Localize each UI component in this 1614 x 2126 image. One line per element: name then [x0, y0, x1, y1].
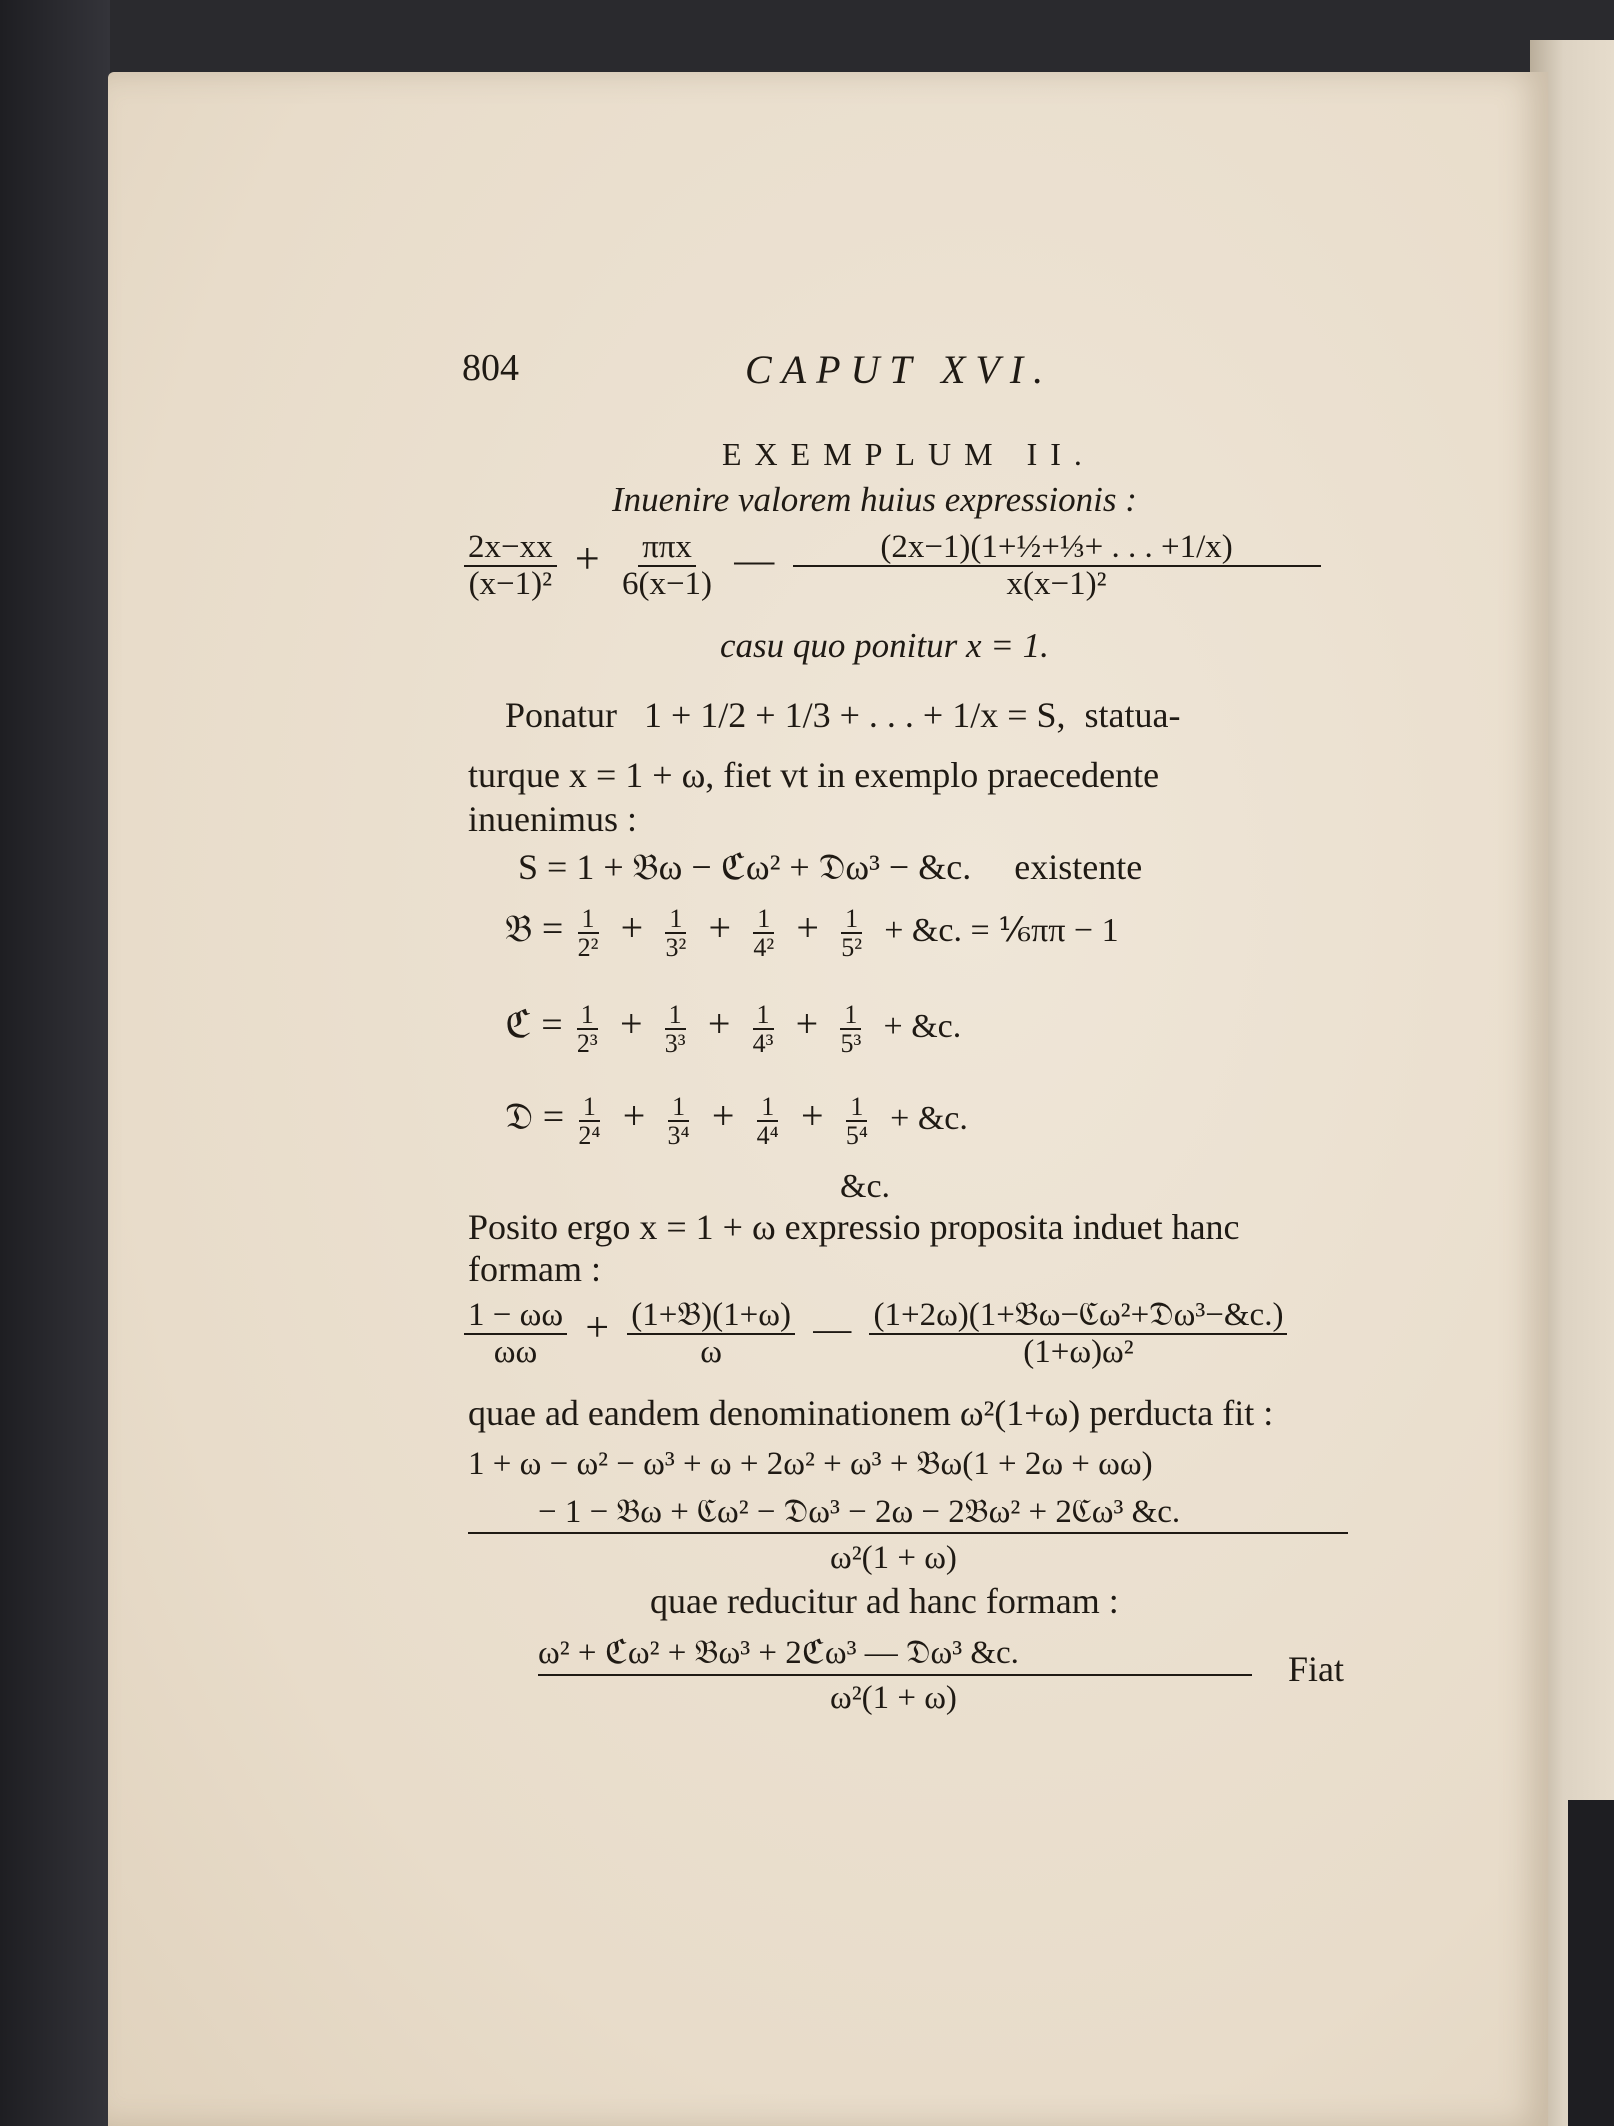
lhs: 𝔇 = — [505, 1096, 565, 1138]
operator: + — [585, 1305, 609, 1352]
denominator: (x−1)² — [468, 565, 553, 602]
section-heading: EXEMPLUM II. — [722, 436, 1095, 472]
numerator: (1+𝔅)(1+ω) — [627, 1298, 795, 1335]
denominator: 2⁴ — [578, 1121, 601, 1151]
text: existente — [1014, 847, 1143, 887]
numerator: 1 — [665, 905, 686, 934]
denominator: 2³ — [576, 1029, 598, 1059]
fraction — [793, 530, 1321, 601]
numerator: 1 — [757, 1093, 778, 1122]
fraction — [661, 905, 690, 962]
numerator: 1 — [840, 1001, 861, 1030]
denominator: 5² — [841, 933, 862, 963]
paragraph-1-line-3: inuenimus : — [468, 799, 637, 839]
formula: S = 1 + 𝔅ω − ℭω² + 𝔇ω³ − &c. — [518, 847, 972, 887]
fraction — [869, 1298, 1287, 1369]
lhs: ℭ = — [505, 1004, 563, 1046]
fraction — [464, 1298, 567, 1369]
numerator: 1 — [846, 1093, 867, 1122]
fraction — [837, 905, 866, 962]
paragraph-2-line-1: Posito ergo x = 1 + ω expressio proposita induet hanc — [468, 1207, 1240, 1247]
denominator: 5³ — [840, 1029, 862, 1059]
text: Ponatur — [505, 695, 617, 735]
paragraph-1-line-2: turque x = 1 + ω, fiet vt in exemplo praecedente — [468, 755, 1160, 795]
paragraph-4: quae reducitur ad hanc formam : — [650, 1581, 1119, 1621]
series-D — [505, 1092, 968, 1150]
expression-3-numerator-line-2: − 1 − 𝔅ω + ℭω² − 𝔇ω³ − 2ω − 2𝔅ω² + 2ℭω³ &c. — [538, 1494, 1181, 1530]
tail: + &c. — [890, 1100, 968, 1137]
catchword: Fiat — [1288, 1649, 1345, 1689]
denominator: 3² — [665, 933, 687, 963]
numerator: (1+2ω)(1+𝔅ω−ℭω²+𝔇ω³−&c.) — [869, 1298, 1287, 1335]
fraction — [574, 1093, 604, 1150]
numerator: 2x−xx — [464, 530, 557, 567]
operator: + — [796, 905, 819, 950]
background-left — [0, 0, 110, 2126]
numerator: 1 − ωω — [464, 1298, 567, 1335]
series-B — [505, 904, 1119, 962]
numerator: 1 — [579, 1093, 600, 1122]
fraction — [664, 1093, 694, 1150]
denominator: (1+ω)ω² — [1023, 1333, 1134, 1370]
denominator: 3⁴ — [667, 1121, 690, 1151]
running-title: CAPUT XVI. — [745, 347, 1054, 392]
fraction — [753, 1093, 783, 1150]
series-C — [505, 1000, 961, 1058]
paragraph-3: quae ad eandem denominationem ω²(1+ω) perducta fit : — [468, 1393, 1274, 1433]
denominator: ωω — [493, 1333, 538, 1370]
fraction-bar — [538, 1674, 1252, 1676]
fraction — [842, 1093, 872, 1150]
fraction — [627, 1298, 795, 1369]
operator: + — [801, 1093, 824, 1138]
tail: + &c. = ⅙ππ − 1 — [884, 912, 1119, 949]
denominator: 2² — [577, 933, 599, 963]
denominator: x(x−1)² — [1006, 565, 1107, 602]
series-S — [518, 846, 1142, 889]
fraction — [749, 1001, 778, 1058]
condition: casu quo ponitur x = 1. — [720, 626, 1049, 665]
numerator: (2x−1)(1+½+⅓+ . . . +1/x) — [793, 530, 1321, 567]
expression-2 — [462, 1298, 1289, 1369]
operator: + — [622, 1093, 646, 1138]
paragraph-1-line-1 — [505, 694, 1181, 736]
fraction — [573, 1001, 602, 1058]
fraction — [749, 905, 778, 962]
fraction — [836, 1001, 865, 1058]
fraction — [661, 1001, 690, 1058]
operator: — — [734, 537, 775, 583]
text: statua- — [1084, 695, 1181, 735]
problem-statement: Inuenire valorem huius expressionis : — [612, 480, 1137, 519]
expression-3-numerator-line-1: 1 + ω − ω² − ω³ + ω + 2ω² + ω³ + 𝔅ω(1 + 2ω + ωω) — [468, 1446, 1153, 1482]
numerator: 1 — [841, 905, 862, 934]
denominator: 4⁴ — [756, 1121, 779, 1151]
numerator: 1 — [668, 1093, 689, 1122]
denominator: 3³ — [664, 1029, 686, 1059]
operator: — — [813, 1308, 852, 1351]
operator: + — [574, 534, 600, 584]
background-right — [1568, 1800, 1614, 2126]
denominator: ω — [700, 1333, 722, 1370]
operator: + — [708, 905, 732, 950]
expression-4-numerator: ω² + ℭω² + 𝔅ω³ + 2ℭω³ — 𝔇ω³ &c. — [538, 1635, 1019, 1671]
numerator: 1 — [753, 1001, 774, 1030]
numerator: 1 — [578, 905, 599, 934]
series-continuation: &c. — [840, 1168, 891, 1205]
operator: + — [620, 905, 644, 950]
denominator: 5⁴ — [845, 1121, 868, 1151]
fraction-bar — [468, 1532, 1348, 1534]
operator: + — [795, 1001, 819, 1046]
series-text: 1 + 1/2 + 1/3 + . . . + 1/x = S, — [644, 695, 1066, 735]
operator: + — [619, 1001, 643, 1046]
fraction — [464, 530, 557, 601]
numerator: 1 — [753, 905, 774, 934]
expression-1 — [462, 530, 1323, 601]
denominator: 4³ — [752, 1029, 774, 1059]
paragraph-2-line-2: formam : — [468, 1249, 601, 1289]
denominator: 4² — [753, 933, 775, 963]
operator: + — [711, 1093, 735, 1138]
denominator: 6(x−1) — [621, 565, 713, 602]
fraction — [618, 530, 716, 601]
numerator: ππx — [638, 530, 696, 567]
lhs: 𝔅 = — [505, 908, 564, 950]
numerator: 1 — [665, 1001, 686, 1030]
expression-4-denominator: ω²(1 + ω) — [830, 1680, 957, 1716]
tail: + &c. — [883, 1008, 962, 1045]
operator: + — [707, 1001, 731, 1046]
page-number: 804 — [462, 347, 519, 389]
numerator: 1 — [577, 1001, 598, 1030]
expression-3-denominator: ω²(1 + ω) — [830, 1540, 957, 1576]
fraction — [574, 905, 603, 962]
